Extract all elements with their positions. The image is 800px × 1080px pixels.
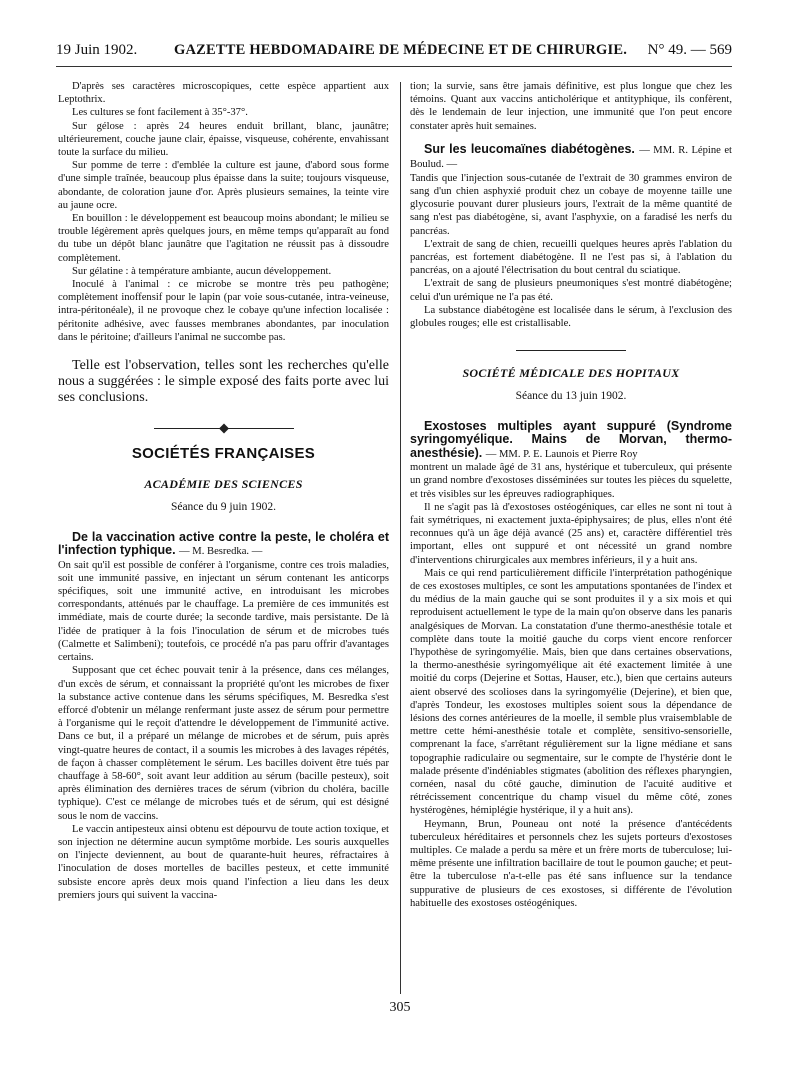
session-date: Séance du 9 juin 1902.: [170, 501, 277, 514]
paragraph: Il ne s'agit pas là d'exostoses ostéogéniques, car elles ne sont ni tout à fait symétriques, ni exactement juxta-épiphysaires; de plus, elles n'ont été reconnues qu'à un âge déjà avancé (25 ans) et, caractère différentiel très important, elles ont suppuré et ont nécessité un grand nombre d'interventions chirurgicales aux membres inférieurs, il y a huit ans.: [410, 501, 732, 566]
diamond-ornament-icon: [219, 424, 229, 434]
article-title: [410, 143, 732, 172]
paragraph: D'après ses caractères microscopiques, cette espèce appartient aux Leptothrix.: [58, 81, 389, 106]
paragraph: En bouillon : le développement est beaucoup moins abondant; le milieu se trouble légèrement après quelques jours, en même temps qu'apparaît au fond du tube un dépôt blanc jaunâtre que l'agitation ne réussit pas à dissoudre complètement.: [58, 213, 389, 264]
page-number: 305: [389, 1000, 411, 1015]
article-title-text: De la vaccination active contre la peste, le choléra et l'infection typhique.: [58, 529, 389, 558]
paragraph: Tandis que l'injection sous-cutanée de l'extrait de 30 grammes environ de sang d'un chien asphyxié produit chez un cobaye de moyenne taille une glycosurie pouvant durer plusieurs jours, l'extrait de la même quantité de sang n'est pas diabétogène, si, avant l'asphyxie, on a faradisé les nerfs du pancréas.: [410, 172, 732, 237]
session-date: Séance du 13 juin 1902.: [515, 390, 627, 403]
society-heading: ACADÉMIE DES SCIENCES: [144, 477, 303, 492]
running-header: [56, 40, 732, 66]
right-column: [410, 80, 732, 910]
paragraph: Inoculé à l'animal : ce microbe se montre très peu pathogène; complètement inoffensif pour le lapin (par voie sous-cutanée, intra-veineuse, intra-péritonéale), il ne provoque chez le cobaye qu'une infection localisée : péritonite adhésive, avec fausses membranes abondantes, par inoculation dans le péritoine; d'ailleurs l'animal ne succombe pas.: [58, 279, 389, 343]
paragraph: Le vaccin antipesteux ainsi obtenu est dépourvu de toute action toxique, et son injection ne détermine aucun symptôme morbide. Les souris auxquelles on l'injecte deviennent, au bout de quarante-huit heures, réfractaires à l'inoculation de doses mortelles de bacilles pesteux, et cette immunité subsiste encore après deux mois quand l'infection a lieu dans les deux premiers jours qui suivent la vaccina-: [58, 823, 389, 901]
paragraph: Sur pomme de terre : d'emblée la culture est jaune, d'abord sous forme d'une simple traînée, beaucoup plus épaisse dans la suite; toujours visqueuse, abondante, de coloration jaune d'or. Après plusieurs semaines, la teinte vire au jaune ocre.: [58, 160, 389, 211]
article-title: [410, 420, 732, 462]
header-rule: [56, 66, 732, 67]
paragraph: Sur gélatine : à température ambiante, aucun développement.: [72, 265, 332, 277]
article-title-text: Sur les leucomaïnes diabétogènes.: [424, 141, 635, 156]
ornament-divider: [154, 428, 294, 429]
paragraph: La substance diabétogène est localisée dans le sérum, à l'exclusion des globules rouges; elle est cristallisable.: [410, 304, 732, 330]
article-author: — M. Besredka. —: [179, 546, 263, 558]
paragraph: tion; la survie, sans être jamais définitive, est plus longue que chez les témoins. Quant aux vaccins anticholérique et antityphique, ils confèrent, dès le lendemain de leur injection, une immunité que l'on peut encore constater après huit semaines.: [410, 81, 732, 132]
article-title-text: Exostoses multiples ayant suppuré (Syndrome syringomyélique. Mains de Morvan, thermo-anesthésie).: [410, 418, 732, 460]
section-heading: SOCIÉTÉS FRANÇAISES: [131, 445, 316, 463]
paragraph: Mais ce qui rend particulièrement difficile l'interprétation pathogénique de ces exostoses multiples, ce sont les amputations spontanées de l'index et du médius de la main gauche qui se sont produites il y a six mois et qui reproduisent actuellement le type de la main qu'on observe dans les panaris analgésiques de Morvan. La constatation d'une thermo-anesthésie totale et complète dans toute la moitié gauche du corps vient encore renforcer l'hypothèse de syringomyélie. Mais, bien que dans certaines observations, la thermo-anesthésie syringomyélique ait été exactement limitée à une moitié du corps (Dejerine et Sottas, Hauser, etc.), bien que certains auteurs aient observé des scolioses dans la syringomyélie (Dejerine), et bien que, d'après Tondeur, les exostoses multiples soient sous la dépendance de lésions des cornes antérieures de la moelle, il semble plus vraisemblable de mettre cette hémi-anesthésie totale et complète, sensitivo-sensorielle, comprenant la face, s'arrêtant régulièrement sur la ligne médiane et sans topographie radiculaire ou segmentaire, sur le compte de l'hystérie dont le malade présente d'indéniables stigmates (abolition des réflexes pharyngien, cornéen, nasal du côté gauche, diminution de l'acuité auditive et rétrécissement concentrique du champ visuel du même côté, zones hystérogènes, hémiplégie hystérique, il y a huit ans).: [410, 567, 732, 817]
column-rule: [400, 82, 401, 994]
society-heading: SOCIÉTÉ MÉDICALE DES HOPITAUX: [462, 366, 680, 381]
paragraph: Sur gélose : après 24 heures enduit brillant, blanc, jaunâtre; ultérieurement, couche jaune clair, épaisse, visqueuse, cohérente, envahissant toute la surface du milieu.: [58, 120, 389, 159]
paragraph: Supposant que cet échec pouvait tenir à la présence, dans ces mélanges, d'un excès de sérum, et connaissant la propriété qu'ont les microbes de fixer la substance active contenue dans les sérums spécifiques, M. Besredka s'est efforcé d'obtenir un mélange renfermant juste assez de sérum pour permettre à l'organisme qui le reçoit d'attendre le développement de l'immunité active. Dans ce but, il a préparé un mélange de microbes et de sérum, puis après vingt-quatre heures de contact, il a soumis les microbes à des lavages répétés, de façon à chasser complètement le sérum. Les bacilles doivent être tués par chauffage à 58-60°, soit avant leur addition au sérum (bacille pesteux), soit après élimination des dernières traces de sérum (vibrion du choléra, bacille typhique). C'est ce mélange de microbes tués et de sérum, qui est désigné sous le nom de vaccins.: [58, 665, 389, 822]
divider: [516, 350, 626, 351]
paragraph: montrent un malade âgé de 31 ans, hystérique et tuberculeux, qui présente un grand nombre d'exostoses disséminées sur toutes les pièces du squelette, et très visibles sur les épreuves radiographiques.: [410, 462, 732, 500]
paragraph: Les cultures se font facilement à 35°-37°.: [72, 107, 248, 119]
header-date: 19 Juin 1902.: [56, 42, 138, 58]
journal-title: GAZETTE HEBDOMADAIRE DE MÉDECINE ET DE CHIRURGIE.: [174, 42, 628, 58]
paragraph: Heymann, Brun, Pouneau ont noté la présence d'antécédents tuberculeux héréditaires et personnels chez les sujets porteurs d'exostoses multiples. Ce malade a perdu sa mère et un frère morts de tuberculose; lui-même présente une infiltration bacillaire de tout le poumon gauche; et peut-être la tuberculose n'a-t-elle pas été sans influence sur la tendance suppurative de plusieurs de ces exostoses, si différente de l'évolution habituelle des exostoses ostéogéniques.: [410, 818, 732, 909]
issue-number: N° 49. — 569: [647, 42, 732, 58]
paragraph: L'extrait de sang de chien, recueilli quelques heures après l'ablation du pancréas, est fortement diabétogène. Il ne l'est pas si, à l'ablation du pancréas, on a ajouté l'électrisation du bout central du sciatique.: [410, 238, 732, 277]
left-column: [58, 80, 389, 902]
article-author: — MM. P. E. Launois et Pierre Roy: [485, 448, 638, 460]
paragraph: L'extrait de sang de plusieurs pneumoniques s'est montré diabétogène; celui d'un urémique ne l'a pas été.: [410, 278, 732, 303]
article-title: [58, 531, 389, 559]
article-author: — MM. R. Lépine et Boulud. —: [410, 144, 732, 171]
conclusion-paragraph: Telle est l'observation, telles sont les recherches qu'elle nous a suggérées : le simple exposé des faits porte avec lui ses conclusions.: [58, 358, 389, 406]
paragraph: On sait qu'il est possible de conférer à l'organisme, contre ces trois maladies, soit une immunité passive, en injectant un sérum contenant les anticorps spécifiques, soit une immunité active, en introduisant les microbes correspondants, atténués par le chauffage. La première de ces immunités est immédiate, mais de courte durée; la seconde tardive, mais persistante. De là l'idée de pratiquer à la fois l'inoculation de sérum et de microbes tués (Calmette et Salimbeni); toutefois, ce procédé n'a pas paru offrir d'avantages certains.: [58, 559, 389, 664]
